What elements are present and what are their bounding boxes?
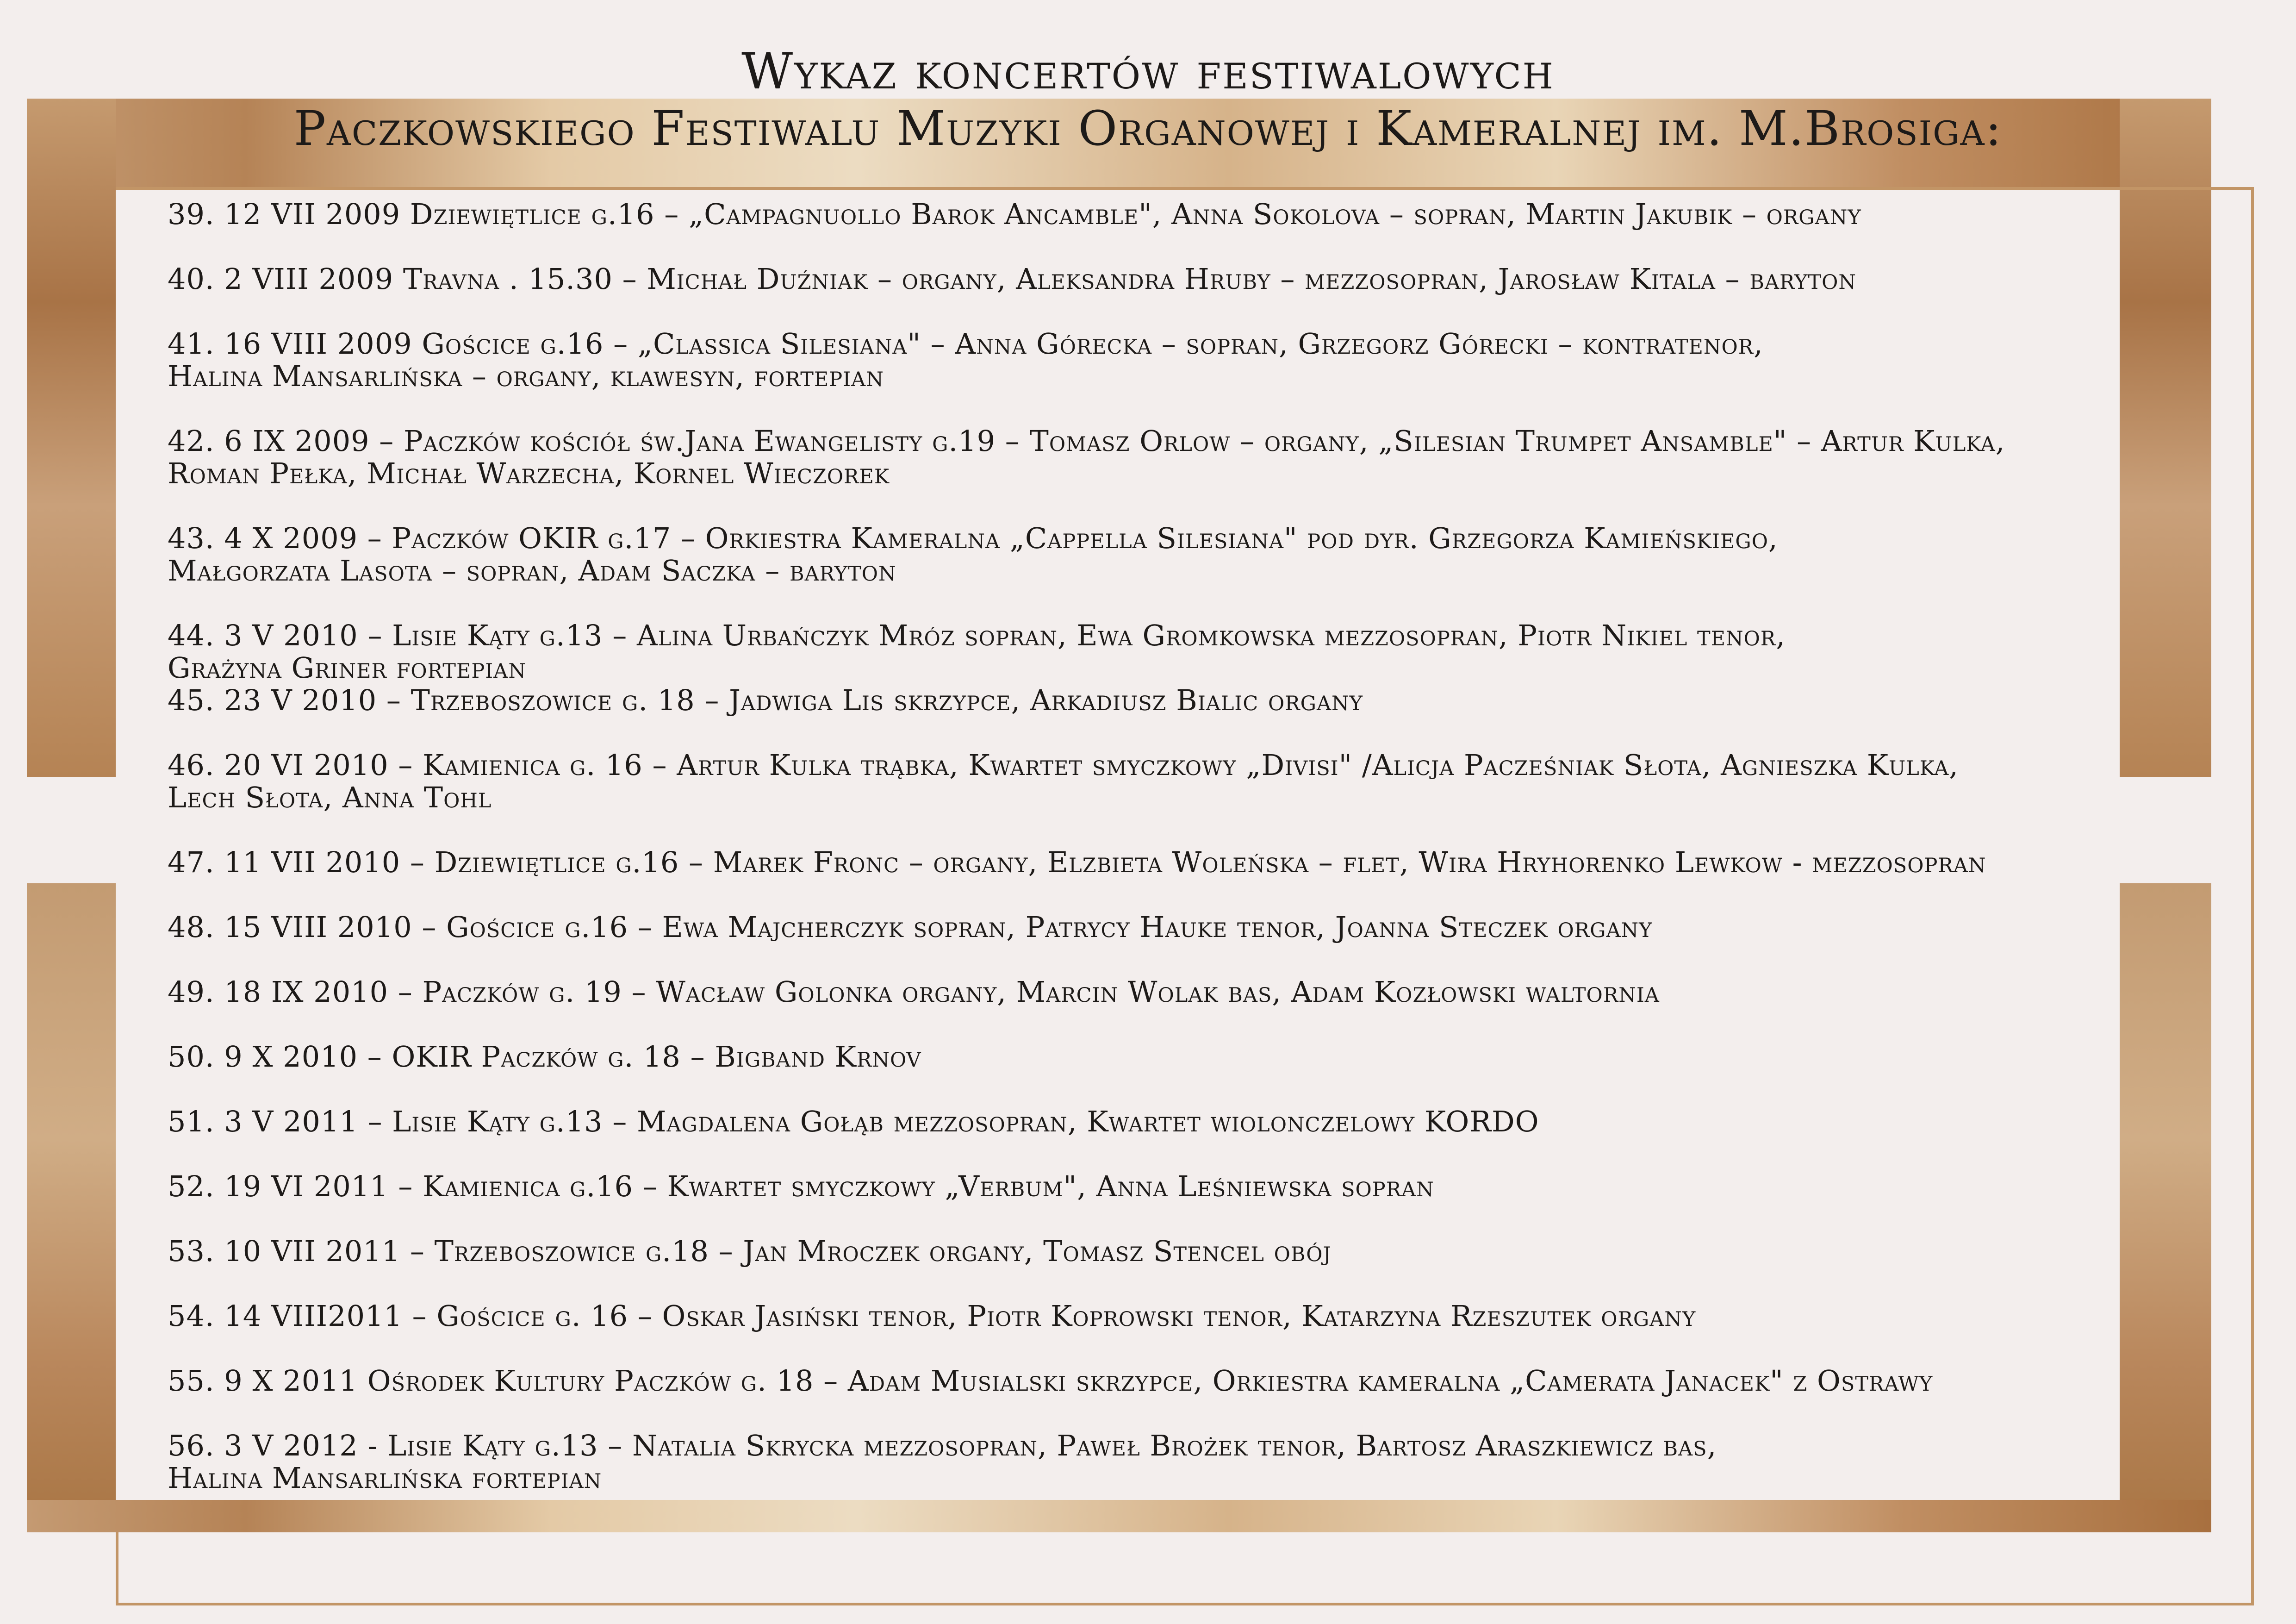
- entry-line: Małgorzata Lasota – sopran, Adam Saczka – baryton: [168, 554, 896, 587]
- entry-line: 43. 4 X 2009 – Paczków OKIR g.17 – Orkiestra Kameralna „Cappella Silesiana" pod dyr. Grzegorza Kamieńskiego,: [168, 521, 1778, 555]
- concert-entry: [168, 328, 2204, 393]
- concert-list: [168, 198, 2204, 1527]
- page-subtitle: Paczkowskiego Festiwalu Muzyki Organowej i Kameralnej im. M.Brosiga:: [293, 101, 2003, 156]
- entry-line: 44. 3 V 2010 – Lisie Kąty g.13 – Alina Urbańczyk Mróz sopran, Ewa Gromkowska mezzosopran, Piotr Nikiel tenor,: [168, 618, 1786, 652]
- entry-line: 45. 23 V 2010 – Trzeboszowice g. 18 – Jadwiga Lis skrzypce, Arkadiusz Bialic organy: [168, 683, 1363, 717]
- entry-line: 48. 15 VIII 2010 – Gościce g.16 – Ewa Majcherczyk sopran, Patrycy Hauke tenor, Joanna Steczek organy: [168, 910, 1653, 944]
- concert-entry: [168, 1041, 2204, 1073]
- concert-entry: [168, 522, 2204, 587]
- entry-line: 53. 10 VII 2011 – Trzeboszowice g.18 – Jan Mroczek organy, Tomasz Stencel obój: [168, 1234, 1332, 1268]
- concert-entry: [168, 1300, 2204, 1332]
- concert-entry: [168, 619, 2204, 684]
- entry-line: 39. 12 VII 2009 Dziewiętlice g.16 – „Campagnuollo Barok Ancamble", Anna Sokolova – sopran, Martin Jakubik – organy: [168, 197, 1861, 231]
- concert-entry: [168, 749, 2204, 814]
- entry-line: 49. 18 IX 2010 – Paczków g. 19 – Wacław Golonka organy, Marcin Wolak bas, Adam Kozłowski waltornia: [168, 975, 1660, 1009]
- concert-entry: [168, 1430, 2204, 1494]
- entry-line: 52. 19 VI 2011 – Kamienica g.16 – Kwartet smyczkowy „Verbum", Anna Leśniewska sopran: [168, 1169, 1434, 1203]
- entry-line: 46. 20 VI 2010 – Kamienica g. 16 – Artur Kulka trąbka, Kwartet smyczkowy „Divisi" /Alicja Pacześniak Słota, Agnieszka Kulka,: [168, 748, 1959, 782]
- page-title: Wykaz koncertów festiwalowych: [741, 43, 1555, 100]
- concert-entry: [168, 263, 2204, 295]
- concert-entry: [168, 198, 2204, 231]
- concert-entry: [168, 976, 2204, 1008]
- concert-entry: [168, 846, 2204, 879]
- entry-line: 56. 3 V 2012 - Lisie Kąty g.13 – Natalia Skrycka mezzosopran, Paweł Brożek tenor, Bartosz Araszkiewicz bas,: [168, 1429, 1717, 1462]
- outline-bottom: [116, 1603, 2254, 1605]
- concert-entry: [168, 911, 2204, 943]
- entry-line: 50. 9 X 2010 – OKIR Paczków g. 18 – Bigband Krnov: [168, 1040, 921, 1074]
- concert-entry: [168, 1106, 2204, 1138]
- outline-top: [116, 187, 2254, 190]
- entry-line: Lech Słota, Anna Tohl: [168, 781, 492, 814]
- entry-line: 40. 2 VIII 2009 Travna . 15.30 – Michał Duźniak – organy, Aleksandra Hruby – mezzosopran, Jarosław Kitala – baryton: [168, 262, 1856, 296]
- entry-line: 42. 6 IX 2009 – Paczków kościół św.Jana Ewangelisty g.19 – Tomasz Orlow – organy, „Silesian Trumpet Ansamble" – Artur Kulka,: [168, 424, 2005, 458]
- entry-line: 55. 9 X 2011 Ośrodek Kultury Paczków g. 18 – Adam Musialski skrzypce, Orkiestra kameralna „Camerata Janacek" z Ostrawy: [168, 1364, 1933, 1398]
- concert-entry: [168, 1170, 2204, 1203]
- entry-line: 41. 16 VIII 2009 Gościce g.16 – „Classica Silesiana" – Anna Górecka – sopran, Grzegorz Górecki – kontratenor,: [168, 327, 1763, 361]
- concert-entry: [168, 684, 2204, 717]
- frame-left-post-upper: [27, 99, 116, 777]
- frame-left-post-lower: [27, 883, 116, 1523]
- entry-line: Roman Pełka, Michał Warzecha, Kornel Wieczorek: [168, 456, 890, 490]
- entry-line: Grażyna Griner fortepian: [168, 651, 526, 685]
- entry-line: Halina Mansarlińska – organy, klawesyn, fortepian: [168, 359, 884, 393]
- concert-entry: [168, 1235, 2204, 1268]
- outline-right: [2251, 187, 2254, 1605]
- entry-line: 51. 3 V 2011 – Lisie Kąty g.13 – Magdalena Gołąb mezzosopran, Kwartet wiolonczelowy KORDO: [168, 1105, 1539, 1138]
- outline-left: [116, 1532, 118, 1605]
- concert-entry: [168, 1365, 2204, 1397]
- entry-line: Halina Mansarlińska fortepian: [168, 1461, 602, 1495]
- entry-line: 54. 14 VIII2011 – Gościce g. 16 – Oskar Jasiński tenor, Piotr Koprowski tenor, Katarzyna Rzeszutek organy: [168, 1299, 1696, 1333]
- entry-line: 47. 11 VII 2010 – Dziewiętlice g.16 – Marek Fronc – organy, Elzbieta Woleńska – flet, Wira Hryhorenko Lewkow - mezzosopran: [168, 845, 1986, 879]
- concert-entry: [168, 425, 2204, 490]
